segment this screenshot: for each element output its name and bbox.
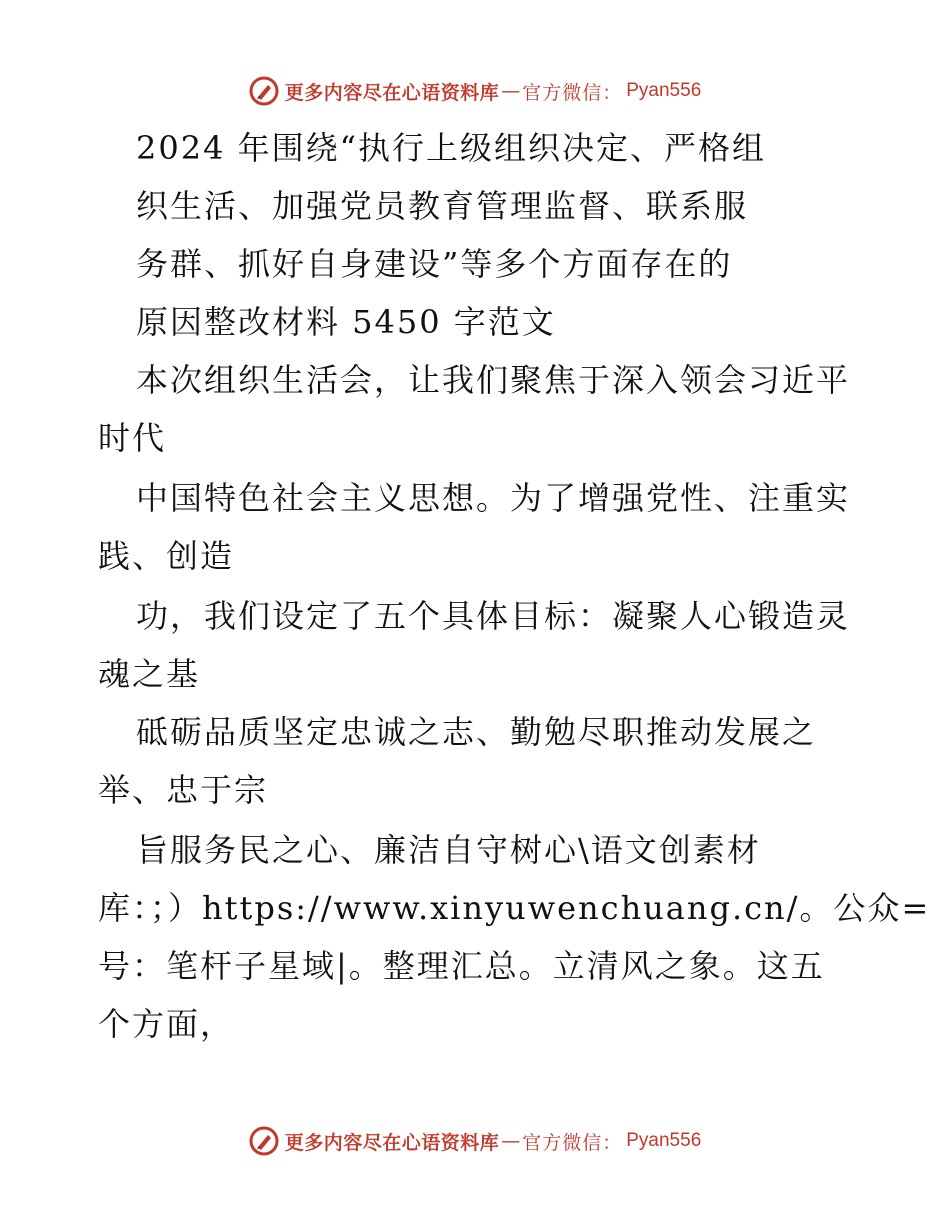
- footer-banner: [0, 1121, 950, 1161]
- banner-wechat-id: Pyan556: [626, 80, 702, 101]
- title-line-4: 原因整改材料 5450 字范文: [136, 303, 556, 341]
- paragraph-line: 砥砺品质坚定忠诚之志、勤勉尽职推动发展之: [136, 713, 817, 751]
- paragraph-line: 功，我们设定了五个具体目标：凝聚人心锻造灵: [136, 597, 851, 635]
- paragraph-line: 中国特色社会主义思想。为了增强党性、注重实: [136, 479, 851, 517]
- paragraph-line: 号：笔杆子星域|。整理汇总。立清风之象。这五: [98, 947, 825, 985]
- title-line-3: 务群、抓好自身建设”等多个方面存在的: [136, 245, 733, 283]
- banner-wechat-label: 官方微信：: [522, 81, 623, 104]
- paragraph-line: 魂之基: [98, 655, 201, 693]
- banner-wechat-label: 官方微信：: [522, 1131, 623, 1154]
- banner-main-text: 更多内容尽在心语资料库: [284, 81, 500, 104]
- title-line-1: 2024 年围绕“执行上级组织决定、严格组: [136, 129, 766, 167]
- banner-dash: —: [501, 1130, 521, 1152]
- paragraph-line: 时代: [98, 419, 167, 457]
- paragraph-line: 个方面，: [98, 1005, 235, 1043]
- paragraph-line: 举、忠于宗: [98, 771, 269, 809]
- banner-dash: —: [501, 80, 521, 102]
- title-line-2: 织生活、加强党员教育管理监督、联系服: [136, 187, 749, 225]
- paragraph-line: 践、创造: [98, 537, 235, 575]
- paragraph-line: 旨服务民之心、廉洁自守树心\语文创素材: [136, 831, 761, 869]
- header-banner: [0, 71, 950, 111]
- paragraph-line: 本次组织生活会，让我们聚焦于深入领会习近平: [136, 361, 851, 399]
- banner-wechat-id: Pyan556: [626, 1130, 702, 1151]
- brand-logo-icon: [249, 76, 279, 106]
- paragraph-line: 库：；）https://www.xinyuwenchuang.cn/。公众=: [98, 889, 931, 927]
- banner-main-text: 更多内容尽在心语资料库: [284, 1131, 500, 1154]
- brand-logo-icon: [249, 1126, 279, 1156]
